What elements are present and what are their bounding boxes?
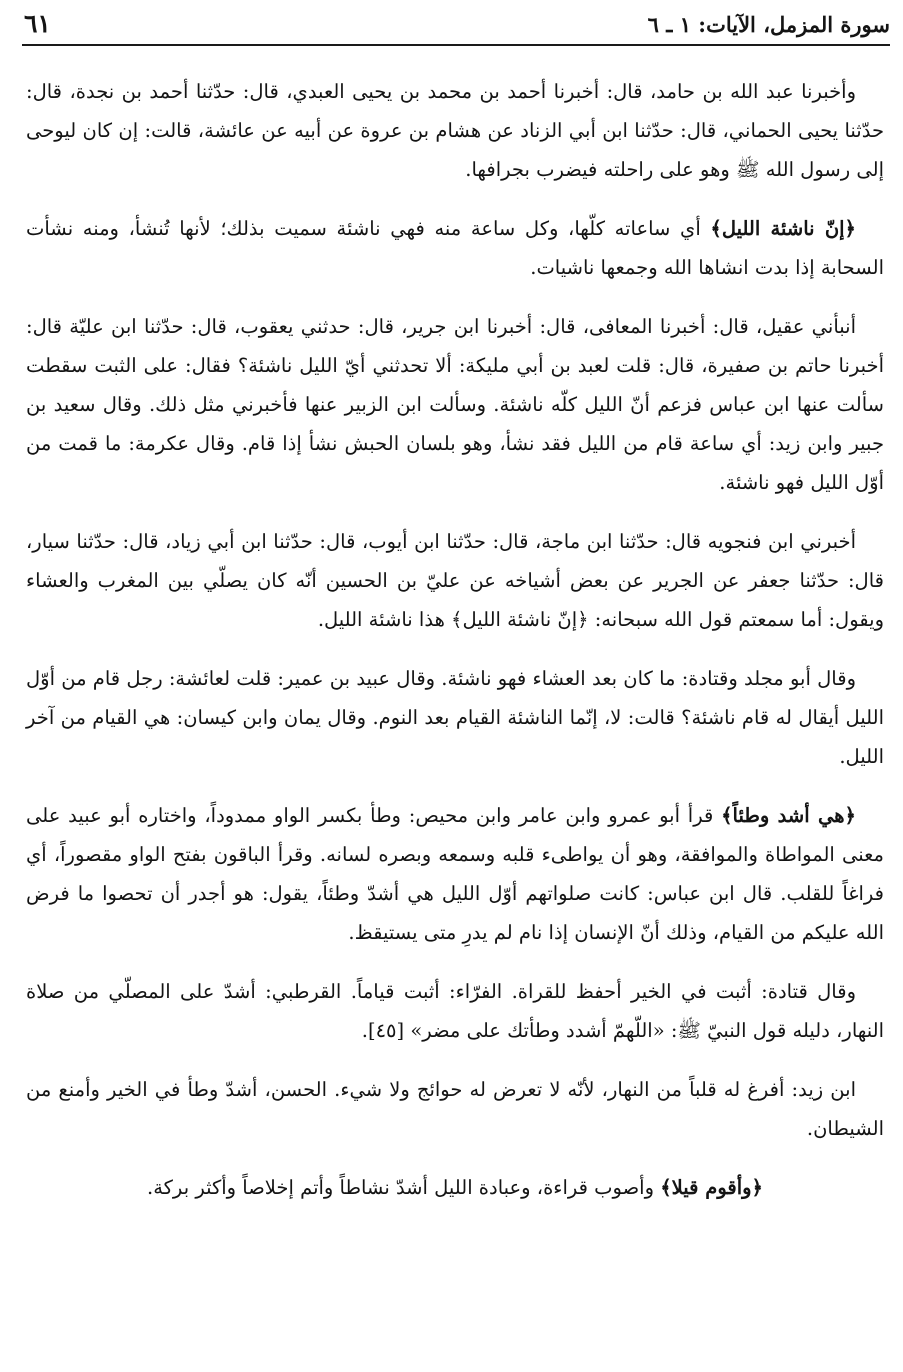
chapter-header-title: سورة المزمل، الآيات: ١ ـ ٦ bbox=[647, 12, 890, 37]
page-number: ٦١ bbox=[24, 9, 51, 38]
paragraph-text: وقال أبو مجلد وقتادة: ما كان بعد العشاء فهو ناشئة. وقال عبيد بن عمير: قلت لعائشة: رجل قام من أوّل الليل أيقال له قام ناشئة؟ قالت: لا، إنّما الناشئة القيام بعد النوم. وقال يمان وابن كيسان: هي القيام من آخر الليل. bbox=[26, 667, 884, 768]
paragraph-text: قرأ أبو عمرو وابن عامر وابن محيص: وطأ بكسر الواو ممدوداً، واختاره أبو عبيد على معنى المواطاة والموافقة، وهو أن يواطىء قلبه وسمعه وبصره لسانه. وقرأ الباقون بفتح الواو مقصوراً، أي فراغاً للقلب. قال ابن عباس: كانت صلواتهم أوّل الليل هي أشدّ وطئاً، يقول: هو أجدر أن تحصوا ما فرض الله عليكم من القيام، وذلك أنّ الإنسان إذا نام لم يدرِ متى يستيقظ. bbox=[26, 804, 884, 944]
quran-lemma: ﴿إنّ ناشئة الليل﴾ bbox=[710, 217, 856, 240]
book-page bbox=[22, 8, 890, 1358]
quran-lemma: ﴿وأقوم قيلا﴾ bbox=[660, 1176, 763, 1199]
paragraph-text: وقال قتادة: أثبت في الخير أحفظ للقراة. الفرّاء: أثبت قياماً. القرطبي: أشدّ على المصلّي من صلاة النهار، دليله قول النبيّ ﷺ: «اللّهمّ أشدد وطأتك على مضر» [٤٥]. bbox=[26, 980, 884, 1042]
paragraph-ali-ibn-husayn-report bbox=[26, 522, 884, 639]
paragraph-aqwamu-qila bbox=[26, 1168, 884, 1207]
paragraph-ibn-abbas-report bbox=[26, 307, 884, 502]
running-header bbox=[22, 8, 890, 46]
paragraph-text: أخبرني ابن فنجويه قال: حدّثنا ابن ماجة، قال: حدّثنا ابن أيوب، قال: حدّثنا ابن أبي زياد، قال: حدّثنا سيار، قال: حدّثنا جعفر عن الجرير عن بعض أشياخه عن عليّ بن الحسين أنّه كان يصلّي بين المغرب والعشاء ويقول: أما سمعتم قول الله سبحانه: ﴿إنّ ناشئة الليل﴾ هذا ناشئة الليل. bbox=[26, 530, 884, 631]
paragraph-qatada-farra bbox=[26, 972, 884, 1050]
body-text bbox=[22, 72, 890, 1207]
paragraph-ashaddu-wat-an bbox=[26, 796, 884, 952]
paragraph-text: وأصوب قراءة، وعبادة الليل أشدّ نشاطاً وأتم إخلاصاً وأكثر بركة. bbox=[147, 1176, 661, 1199]
paragraph-hadith-aisha bbox=[26, 72, 884, 189]
quran-lemma: ﴿هي أشد وطئاً﴾ bbox=[721, 804, 856, 827]
paragraph-text: أنبأني عقيل، قال: أخبرنا المعافى، قال: أخبرنا ابن جرير، قال: حدثني يعقوب، قال: حدّثنا ابن عليّة قال: أخبرنا حاتم بن صفيرة، قال: قلت لعبد بن أبي مليكة: ألا تحدثني أيّ الليل ناشئة؟ فقال: على الثبت سقطت سألت عنها ابن عباس فزعم أنّ الليل كلّه ناشئة. وسألت ابن الزبير عنها فأخبرني مثل ذلك. وقال سعيد بن جبير وابن زيد: أي ساعة قام من الليل فقد نشأ، وهو بلسان الحبش نشأ إذا قام. وقال عكرمة: ما قمت من أوّل الليل فهو ناشئة. bbox=[26, 315, 884, 494]
paragraph-text: وأخبرنا عبد الله بن حامد، قال: أخبرنا أحمد بن محمد بن يحيى العبدي، قال: حدّثنا أحمد بن نجدة، قال: حدّثنا يحيى الحماني، قال: حدّثنا ابن أبي الزناد عن هشام بن عروة عن أبيه عن عائشة، قالت: إن كان ليوحى إلى رسول الله ﷺ وهو على راحلته فيضرب بجرافها. bbox=[26, 80, 884, 181]
paragraph-text: ابن زيد: أفرغ له قلباً من النهار، لأنّه لا تعرض له حوائج ولا شيء. الحسن، أشدّ وطأ في الخير وأمنع من الشيطان. bbox=[26, 1078, 884, 1140]
paragraph-qatada-report bbox=[26, 659, 884, 776]
paragraph-ibn-zayd bbox=[26, 1070, 884, 1148]
paragraph-nashiat-al-layl bbox=[26, 209, 884, 287]
paragraph-text: أي ساعاته كلّها، وكل ساعة منه فهي ناشئة سميت بذلك؛ لأنها تُنشأ، ومنه نشأت السحابة إذا بدت انشاها الله وجمعها ناشيات. bbox=[26, 217, 884, 279]
